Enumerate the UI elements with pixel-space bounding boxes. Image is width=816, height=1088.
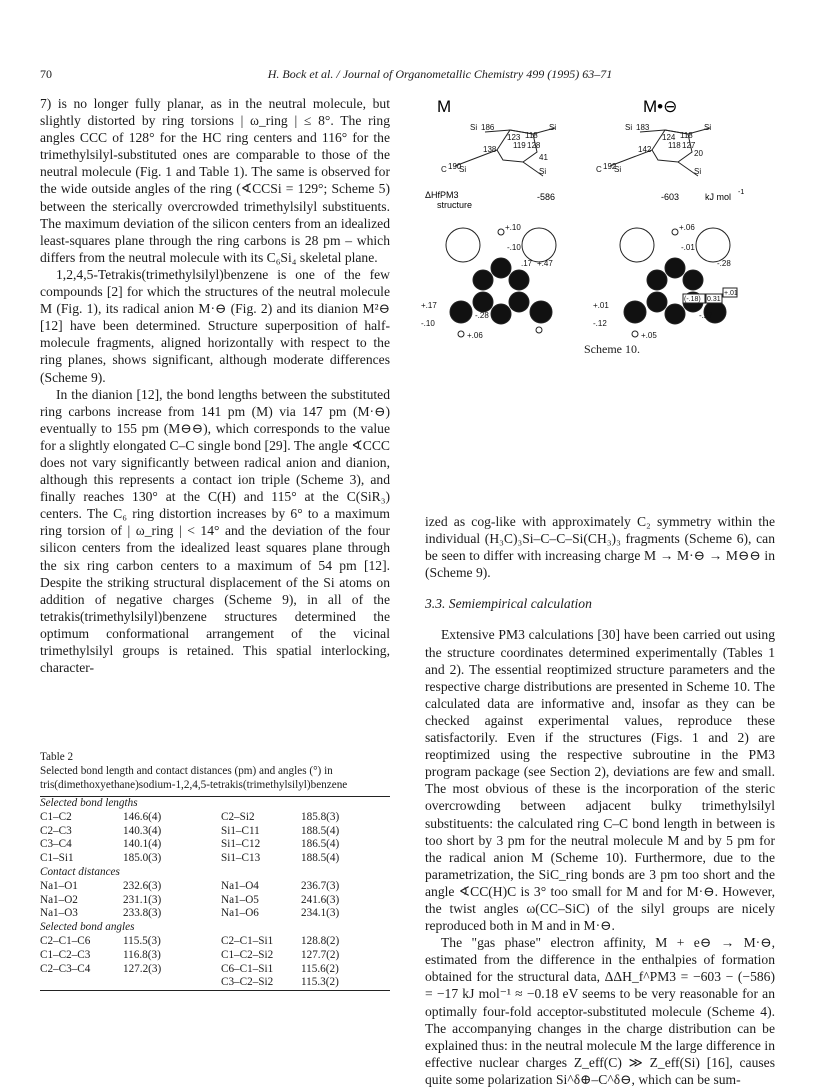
table-rule: [40, 990, 390, 991]
right-column: [425, 513, 775, 1088]
Ma-charge: (-.18): [684, 296, 701, 303]
Ma-charge: -.12: [593, 319, 607, 328]
M-charge: +.47: [537, 259, 553, 268]
c-label: C: [596, 165, 602, 174]
M-charge: -.10: [421, 319, 435, 328]
table-row: C1–Si1 185.0(3) Si1–C13 188.5(4): [40, 852, 340, 865]
Ma-charge: +.06: [679, 223, 695, 232]
M-charge: +.06: [467, 331, 483, 340]
c-label: C: [441, 165, 447, 174]
M-charge: -.28: [475, 311, 489, 320]
dh-M: -586: [537, 192, 556, 202]
M-value: 41: [539, 153, 548, 162]
table-row: C2–C3–C4 127.2(3) C6–C1–Si1 115.6(2): [40, 962, 339, 975]
Ma-value: 124: [662, 133, 676, 142]
dh-label: ΔHfPM3: [425, 190, 459, 200]
paragraph: ized as cog-like with approximately C₂ symmetry within the individual (H₃C)₃Si–C–C–Si(CH₃)₃ fragments (Scheme 6), can be seen to differ with increasing charge M → M·⊖ → M⊖⊖ in (Scheme 9).: [425, 514, 775, 581]
table-2: [40, 750, 390, 991]
dh-M-anion: -603: [661, 192, 680, 202]
Ma-charge: -.28: [717, 259, 731, 268]
table-section-heading: Selected bond angles: [40, 921, 135, 934]
si-label: Si: [694, 167, 702, 176]
paragraph: In the dianion [12], the bond lengths between the substituted ring carbons increase from 141 pm (M) via 147 pm (M·⊖) eventually to 155 pm (M⊖⊖), which corresponds to the value for a slightly elongated C–C single bond [29]. The angle ∢CCC does not vary significantly between radical anion and dianion, although this represents a contact ion triple (Scheme 3), and finally reaches 130° at the C(H) and 115° at the C(SiR₃) centers. The C₆ ring distortion increases by 6° to a maximum ring torsion of | ω_ring | < 14° and the deviation of the four silicon centers from the idealized least squares plane through the six ring carbon centers to a maximum of 54 pm [12]. Despite the striking structural displacement of the Si atoms on addition of negative charges (Scheme 9), in all of the tetrakis(trimethylsilyl)benzene structures determined the optimum conformational arrangement of the vicinal trimethylsilyl groups is retained. This spatial interlocking, character-: [40, 386, 390, 676]
Ma-charge: -.27: [699, 311, 713, 320]
table-row: Na1–O3 233.8(3) Na1–O6 234.1(3): [40, 907, 340, 920]
M-charge: -.10: [507, 243, 521, 252]
Ma-charge: 0.31: [707, 296, 721, 303]
table-row: C3–C2–Si2 115.3(2): [221, 976, 339, 989]
M-value: 118: [525, 131, 538, 140]
table-body: [40, 797, 390, 990]
M-value: 186: [481, 123, 495, 132]
si-label: Si: [625, 123, 633, 132]
page-number: 70: [40, 67, 52, 81]
Ma-value: 127: [682, 141, 696, 150]
label-M: M: [437, 97, 452, 116]
si-label: Si: [459, 165, 467, 174]
running-title: H. Bock et al. / Journal of Organometallic Chemistry 499 (1995) 63–71: [267, 67, 613, 81]
paragraph: 1,2,4,5-Tetrakis(trimethylsilyl)benzene is one of the few compounds [2] for which the structures of the neutral molecule M (Fig. 1), its radical anion M·⊖ (Fig. 2) and its dianion M²⊖ [12] have been determined. Structure superposition of half-molecule fragments, aligned horizontally with respect to the ring planes, shows significant, although moderate differences (Scheme 9).: [40, 266, 390, 385]
si-label: Si: [614, 165, 622, 174]
table-row: C1–C2–C3 116.8(3) C1–C2–Si2 127.7(2): [40, 948, 340, 961]
Ma-charge: +.01: [593, 301, 609, 310]
Ma-value: 183: [636, 123, 650, 132]
Ma-value: 118: [680, 131, 693, 140]
table-title: Table 2: [40, 751, 74, 763]
paragraph: Extensive PM3 calculations [30] have been carried out using the structure coordinates determined experimentally (Tables 1 and 2). The essential reoptimized structure parameters and the respective charge distributions are presented in Scheme 10. The calculated data are informative and, insofar as they can be checked against experimental values, reproduce these satisfactorily. Even if the structures (Figs. 1 and 2) are reoptimized using the respective subroutine in the PM3 program package (see Section 2), deviations are few and small. The most obvious of these is the incorporation of the steric overcrowding between adjacent bulky trimethylsilyl substituents: the calculated ring C–C bond length in between is too short by 3 pm for the neutral molecule M and by 5 pm for the radical anion M (Scheme 10). Furthermore, due to the parametrization, the SiC_ring bonds are 3 pm too short and the angle ∢CC(H)C is 3° too small for M and for M·⊖. However, the twist angles ω(CC–SiC) of the silyl groups are nicely reproduced both in M and in M·⊖.: [425, 627, 775, 934]
M-value: 138: [483, 145, 497, 154]
Ma-value: 192: [603, 162, 617, 171]
table-row: C3–C4 140.1(4) Si1–C12 186.5(4): [40, 838, 340, 851]
charge-diagram-M: [446, 228, 556, 337]
section-heading: 3.3. Semiempirical calculation: [425, 596, 592, 612]
dh-unit: kJ mol: [705, 192, 732, 202]
scheme-caption: Scheme 10.: [584, 342, 640, 356]
Ma-value: 20: [694, 149, 703, 158]
M-value: 190: [448, 162, 462, 171]
charge-diagram-M-anion: [620, 228, 737, 337]
table-section-heading: Selected bond lengths: [40, 797, 138, 809]
M-charge: +.17: [421, 301, 437, 310]
table-row: C2–C3 140.3(4) Si1–C11 188.5(4): [40, 824, 340, 837]
paragraph: 7) is no longer fully planar, as in the neutral molecule, but slightly distorted by ring torsions | ω_ring | ≤ 8°. The ring angles CCC of 128° for the HC ring centers and 116° for the trimethylsilyl-substituted ones are comparable to those of the neutral molecule (Fig. 1 and Table 1). The same is observed for the wide outside angles of the ring (∢CCSi = 129°; Scheme 5) between the sterically overcrowded trimethylsilyl substituents. The maximum deviation of the silicon centers from an idealized least-squares plane through the ring carbons is 28 pm – which differs from the neutral molecule with its C₆Si₄ skeletal plane.: [40, 96, 390, 265]
table-row: Na1–O2 231.1(3) Na1–O5 241.6(3): [40, 893, 340, 906]
M-value: 123: [507, 133, 521, 142]
Ma-charge: +.05: [641, 331, 657, 340]
si-label: Si: [539, 167, 547, 176]
M-value: 128: [527, 141, 541, 150]
Ma-charge: +.01: [724, 290, 738, 297]
Ma-value: 118: [668, 141, 681, 150]
Ma-charge: -.01: [681, 243, 695, 252]
scheme-10-figure: [415, 90, 795, 360]
Ma-value: 142: [638, 145, 652, 154]
table-row: C1–C2 146.6(4) C2–Si2 185.8(3): [40, 810, 340, 823]
left-column: [40, 95, 390, 676]
label-M-anion: M•⊖: [643, 97, 678, 116]
table-row: C2–C1–C6 115.5(3) C2–C1–Si1 128.8(2): [40, 934, 340, 947]
paragraph: The "gas phase" electron affinity, M + e⊖ → M·⊖, estimated from the difference in the enthalpies of formation obtained for the structural data, ΔΔH_f^PM3 = −603 − (−586) = −17 kJ mol⁻¹ ≈ −0.18 eV seems to be very reasonable for an optimally four-fold acceptor-substituted molecule (Scheme 4). The accompanying changes in the charge distribution can be explained thus: in the neutral molecule M the large difference in effective nuclear charges Z_eff(C) ≫ Z_eff(Si) [16], causes quite some polarization Si^δ⊕–C^δ⊖, which can be sum-: [425, 935, 775, 1087]
si-label: Si: [470, 123, 478, 132]
table-caption: Selected bond length and contact distances (pm) and angles (°) in tris(dimethoxyethane)sodium-1,2,4,5-tetrakis(trimethylsilyl)benzene: [40, 765, 348, 791]
dh-sub: structure: [437, 200, 473, 210]
dh-exponent: -1: [738, 189, 745, 196]
si-label: Si: [549, 123, 557, 132]
M-charge: +.10: [505, 223, 521, 232]
M-value: 119: [513, 141, 526, 150]
table-section-heading: Contact distances: [40, 865, 120, 878]
M-charge: .17: [521, 259, 533, 268]
si-label: Si: [704, 123, 712, 132]
table-row: Na1–O1 232.6(3) Na1–O4 236.7(3): [40, 879, 340, 892]
